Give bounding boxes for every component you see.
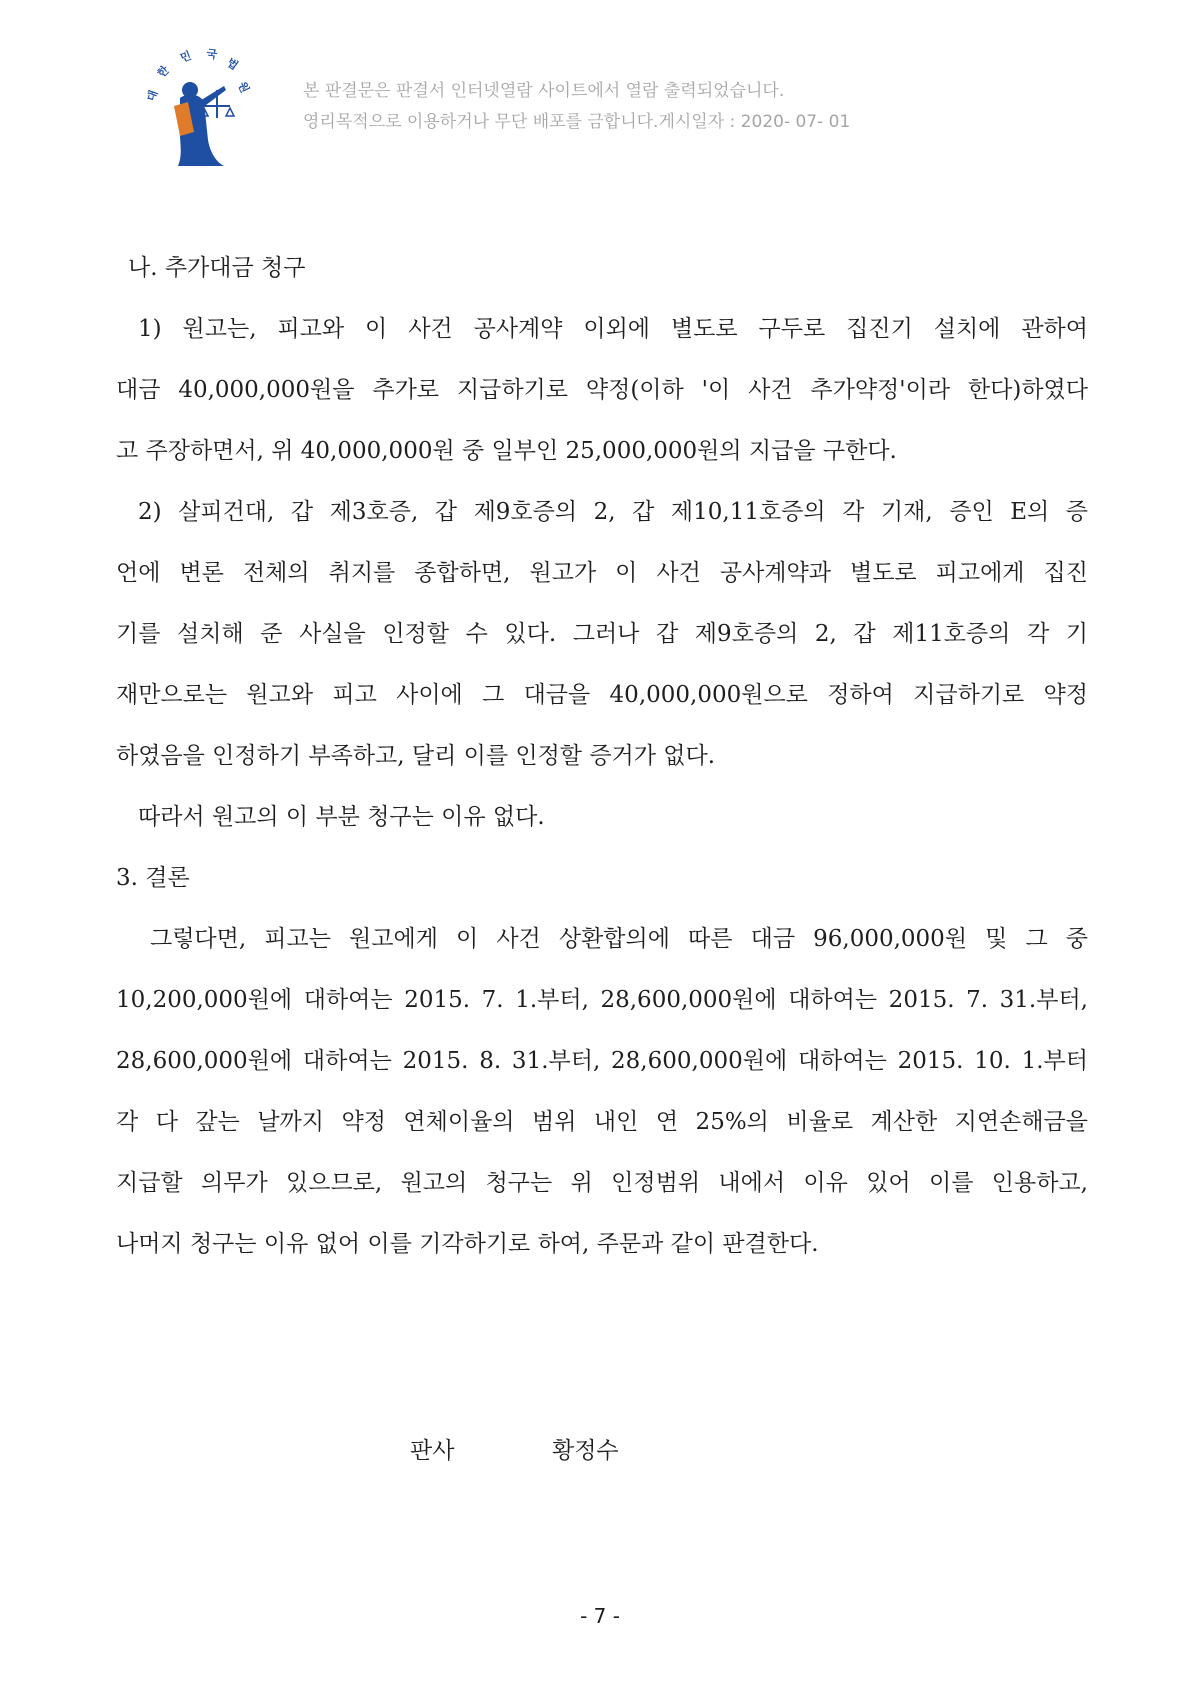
body-line: 28,600,000원에 대하여는 2015. 8. 31.부터, 28,600,000원에 대하여는 2015. 10. 1.부터 xyxy=(116,1048,1088,1074)
body-line: 1) 원고는, 피고와 이 사건 공사계약 이외에 별도로 구두로 집진기 설치에 관하여 xyxy=(138,316,1088,342)
print-notice-line-2: 영리목적으로 이용하거나 무단 배포를 금합니다.게시일자 : 2020- 07- 01 xyxy=(303,112,851,132)
logo-char-3: 민 xyxy=(178,48,194,65)
body-line: 고 주장하면서, 위 40,000,000원 중 일부인 25,000,000원의 지급을 구한다. xyxy=(116,438,897,464)
body-line: 기를 설치해 준 사실을 인정할 수 있다. 그러나 갑 제9호증의 2, 갑 제11호증의 각 기 xyxy=(116,621,1088,647)
judgment-body xyxy=(116,250,1088,1287)
body-line: 그렇다면, 피고는 원고에게 이 사건 상환합의에 따른 대금 96,000,000원 및 그 중 xyxy=(150,926,1088,952)
body-line: 각 다 갚는 날까지 약정 연체이율의 범위 내인 연 25%의 비율로 계산한 지연손해금을 xyxy=(116,1109,1088,1135)
page-number: - 7 - xyxy=(580,1604,620,1628)
body-line: 따라서 원고의 이 부분 청구는 이유 없다. xyxy=(138,804,545,830)
court-logo-icon xyxy=(138,40,268,170)
logo-char-4: 국 xyxy=(205,47,218,62)
body-line: 나머지 청구는 이유 없어 이를 기각하기로 하여, 주문과 같이 판결한다. xyxy=(116,1231,819,1257)
body-line: 대금 40,000,000원을 추가로 지급하기로 약정(이하 '이 사건 추가약정'이라 한다)하였다 xyxy=(116,377,1088,403)
body-line: 지급할 의무가 있으므로, 원고의 청구는 위 인정범위 내에서 이유 있어 이를 인용하고, xyxy=(116,1170,1088,1196)
body-line: 재만으로는 원고와 피고 사이에 그 대금을 40,000,000원으로 정하여 지급하기로 약정 xyxy=(116,682,1088,708)
print-notice xyxy=(303,76,850,138)
body-line: 언에 변론 전체의 취지를 종합하면, 원고가 이 사건 공사계약과 별도로 피고에게 집진 xyxy=(116,560,1088,586)
body-line: 10,200,000원에 대하여는 2015. 7. 1.부터, 28,600,000원에 대하여는 2015. 7. 31.부터, xyxy=(116,987,1088,1013)
judge-title: 판사 xyxy=(410,1438,455,1464)
body-line: 하였음을 인정하기 부족하고, 달리 이를 인정할 증거가 없다. xyxy=(116,743,716,769)
logo-char-6: 원 xyxy=(235,79,252,95)
logo-char-5: 법 xyxy=(224,55,241,73)
logo-scale-pan-right xyxy=(226,108,234,116)
body-line: 2) 살피건대, 갑 제3호증, 갑 제9호증의 2, 갑 제10,11호증의 각 기재, 증인 E의 증 xyxy=(138,499,1088,525)
document-header xyxy=(138,40,1138,170)
logo-head xyxy=(182,82,198,98)
logo-char-1: 대 xyxy=(144,88,161,104)
section-heading-additional-payment: 나. 추가대금 청구 xyxy=(128,255,306,281)
section-heading-conclusion: 3. 결론 xyxy=(116,865,190,891)
logo-arm xyxy=(198,86,226,108)
print-notice-line-1: 본 판결문은 판결서 인터넷열람 사이트에서 열람 출력되었습니다. xyxy=(303,81,785,101)
logo-char-2: 한 xyxy=(154,63,172,81)
judge-name: 황정수 xyxy=(552,1438,619,1464)
